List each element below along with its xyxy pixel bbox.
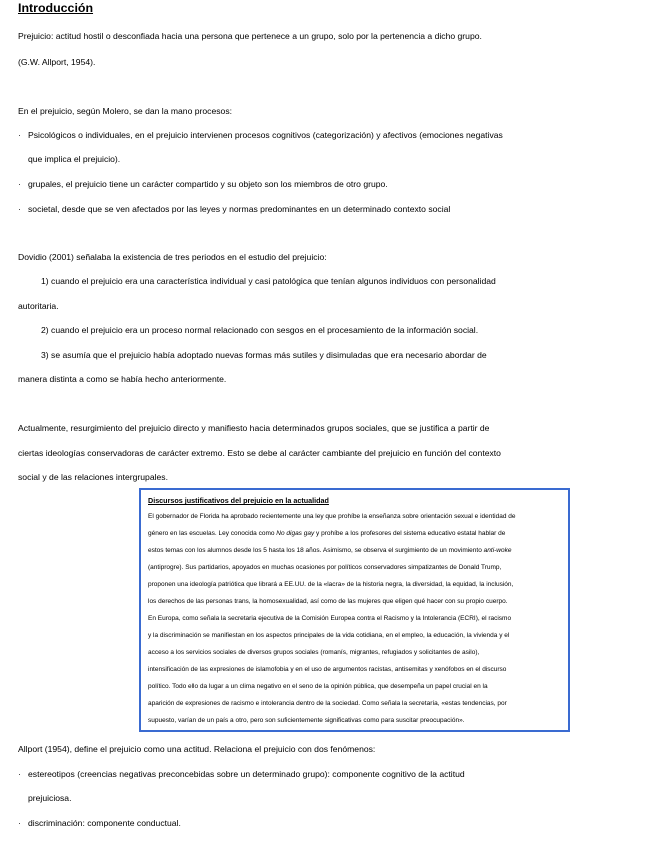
quote-box-line: aparición de expresiones de racismo e intolerancia dentro de la sociedad. Como señala la secretaría, «estas tendencias, por — [148, 700, 507, 707]
definition-line-1: Prejuicio: actitud hostil o desconfiada hacia una persona que pertenece a un grupo, solo por la pertenencia a dicho grupo. — [18, 31, 482, 41]
dovidio-period-3b: manera distinta a como se había hecho anteriormente. — [18, 374, 227, 384]
dovidio-period-2: 2) cuando el prejuicio era un proceso normal relacionado con sesgos en el procesamiento de la información social. — [41, 325, 479, 335]
quote-box-line: estos temas con los alumnos desde los 5 hasta los 18 años. Asimismo, se observa el surgimiento de un movimiento anti-woke — [148, 547, 512, 554]
page-title: Introducción — [18, 1, 94, 15]
quote-box-line: y la discriminación se manifiestan en los aspectos principales de la vida cotidiana, en el empleo, la educación, la vivienda y el — [148, 632, 510, 639]
quote-box — [139, 488, 570, 732]
bullet-mark: · — [18, 130, 21, 140]
dovidio-period-1b: autoritaria. — [18, 301, 59, 311]
definition-line-2: (G.W. Allport, 1954). — [18, 57, 96, 67]
actual-line-1: Actualmente, resurgimiento del prejuicio directo y manifiesto hacia determinados grupos sociales, que se justifica a partir de — [18, 423, 490, 433]
bullet-mark: · — [18, 818, 21, 828]
quote-box-title: Discursos justificativos del prejuicio en la actualidad — [148, 496, 329, 505]
allport-bullet-2: discriminación: componente conductual. — [28, 818, 181, 828]
allport-lead: Allport (1954), define el prejuicio como una actitud. Relaciona el prejuicio con dos fenómenos: — [18, 744, 376, 754]
dovidio-period-3a: 3) se asumía que el prejuicio había adoptado nuevas formas más sutiles y disimuladas que era necesario abordar de — [41, 350, 487, 360]
bullet-mark: · — [18, 179, 21, 189]
dovidio-lead: Dovidio (2001) señalaba la existencia de tres periodos en el estudio del prejuicio: — [18, 252, 327, 262]
quote-box-line: El gobernador de Florida ha aprobado recientemente una ley que prohíbe la enseñanza sobre orientación sexual e identidad de — [148, 513, 516, 520]
quote-box-line: proponen una ideología patriótica que librará a EE.UU. de la «lacra» de la historia negra, la diversidad, la equidad, la inclusión, — [148, 581, 514, 588]
molero-bullet-1a: Psicológicos o individuales, en el prejuicio intervienen procesos cognitivos (categorización) y afectivos (emociones negativas — [28, 130, 503, 140]
actual-line-3: social y de las relaciones intergrupales. — [18, 472, 168, 482]
quote-box-line: En Europa, como señala la secretaria ejecutiva de la Comisión Europea contra el Racismo y la Intolerancia (ECRI), el racismo — [148, 615, 512, 622]
quote-box-line: acceso a los servicios sociales de diversos grupos sociales (romanís, migrantes, refugiados y solicitantes de asilo), — [148, 649, 480, 656]
bullet-mark: · — [18, 204, 21, 214]
quote-box-line: político. Todo ello da lugar a un clima negativo en el seno de la opinión pública, que desempeña un papel crucial en la — [148, 683, 488, 690]
molero-bullet-3: societal, desde que se ven afectados por las leyes y normas predominantes en un determinado contexto social — [28, 204, 451, 214]
quote-box-line: (antiprogre). Sus partidarios, apoyados en muchas ocasiones por políticos conservadores simpatizantes de Donald Trump, — [148, 564, 502, 571]
molero-lead: En el prejuicio, según Molero, se dan la mano procesos: — [18, 106, 233, 116]
actual-line-2: ciertas ideologías conservadoras de carácter extremo. Esto se debe al carácter cambiante del prejuicio en función del contexto — [18, 448, 501, 458]
allport-bullet-1b: prejuiciosa. — [28, 793, 72, 803]
allport-bullet-1a: estereotipos (creencias negativas preconcebidas sobre un determinado grupo): componente cognitivo de la actitud — [28, 769, 465, 779]
quote-box-line: intensificación de las expresiones de islamofobia y en el uso de argumentos racistas, antisemitas y xenófobos en el discurso — [148, 666, 507, 673]
bullet-mark: · — [18, 769, 21, 779]
molero-bullet-1b: que implica el prejuicio). — [28, 154, 121, 164]
dovidio-period-1a: 1) cuando el prejuicio era una característica individual y casi patológica que tenían algunos individuos con personalidad — [41, 276, 496, 286]
quote-box-line: los derechos de las personas trans, la homosexualidad, así como de las mujeres que eligen qué hacer con su propio cuerpo. — [148, 598, 508, 605]
quote-box-line: supuesto, varían de un país a otro, pero son suficientemente significativas como para suscitar preocupación». — [148, 717, 465, 724]
quote-box-line: género en las escuelas. Ley conocida como No digas gay y prohíbe a los profesores del sistema educativo estatal hablar de — [148, 530, 506, 537]
molero-bullet-2: grupales, el prejuicio tiene un carácter compartido y su objeto son los miembros de otro grupo. — [28, 179, 388, 189]
